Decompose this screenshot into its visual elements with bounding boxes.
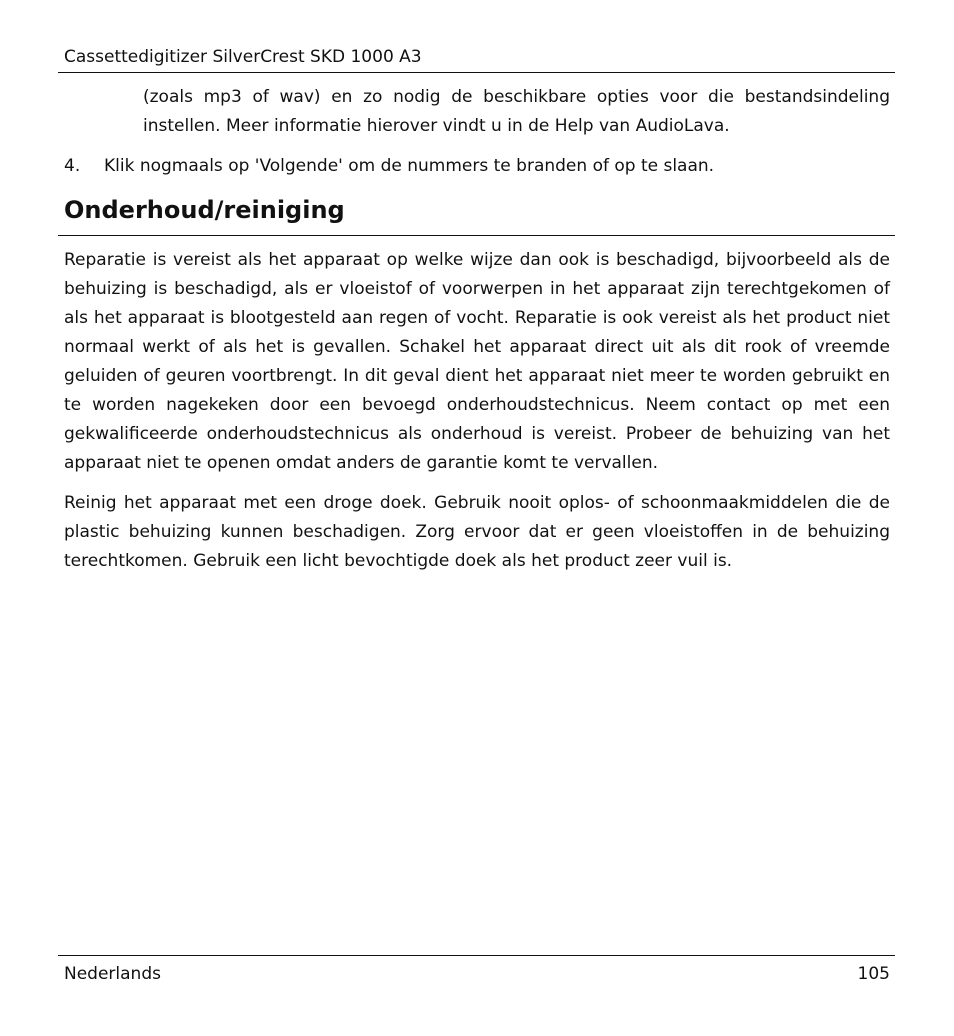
header-divider bbox=[58, 72, 895, 73]
paragraph-repair: Reparatie is vereist als het apparaat op welke wijze dan ook is beschadigd, bijvoorbeeld als de behuizing is beschadigd, als er vloeistof of voorwerpen in het apparaat zijn terechtgekomen of als het apparaat is blootgesteld aan regen of vocht. Reparatie is ook vereist als het product niet normaal werkt of als het is gevallen. Schakel het apparaat direct uit als dit rook of vreemde geluiden of geuren voortbrengt. In dit geval dient het apparaat niet meer te worden gebruikt en te worden nagekeken door een bevoegd onderhoudstechnicus. Neem contact op met een gekwalificeerde onderhoudstechnicus als onderhoud is vereist. Probeer de behuizing van het apparaat niet te openen omdat anders de garantie komt te vervallen. bbox=[64, 250, 890, 473]
section-divider bbox=[58, 235, 895, 236]
running-header-title: Cassettedigitizer SilverCrest SKD 1000 A3 bbox=[64, 47, 422, 67]
step-4 bbox=[64, 152, 890, 181]
section-heading: Onderhoud/reiniging bbox=[64, 196, 345, 224]
step-continuation-text: (zoals mp3 of wav) en zo nodig de beschikbare opties voor die bestandsindeling instellen. Meer informatie hierover vindt u in de Help van AudioLava. bbox=[143, 87, 890, 136]
step-number: 4. bbox=[64, 156, 81, 176]
paragraph-cleaning: Reinig het apparaat met een droge doek. Gebruik nooit oplos- of schoonmaakmiddelen die de plastic behuizing kunnen beschadigen. Zorg ervoor dat er geen vloeistoffen in de behuizing terechtkomen. Gebruik een licht bevochtigde doek als het product zeer vuil is. bbox=[64, 493, 890, 571]
footer-divider bbox=[58, 955, 895, 956]
footer-language: Nederlands bbox=[64, 964, 161, 984]
step-text: Klik nogmaals op 'Volgende' om de nummers te branden of op te slaan. bbox=[104, 156, 715, 176]
page-number: 105 bbox=[857, 964, 890, 984]
